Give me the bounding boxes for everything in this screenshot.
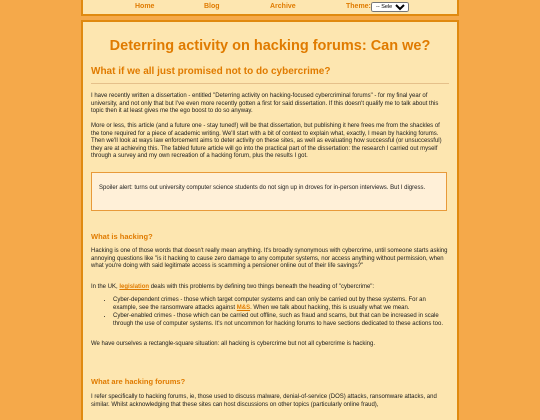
paragraph-forums-intro: I refer specifically to hacking forums, ie, those used to discuss malware, denial-of-service (DOS) attacks, ransomware attacks, and similar. Whilst acknowledging that these sites can host discussions on other topics (particularly online fraud),: [91, 394, 437, 408]
cybercrime-types-list: [91, 297, 449, 329]
spoiler-text: Spoiler alert: turns out university computer science students do not sign up in droves for in-person interviews. But I digress.: [99, 185, 426, 191]
paragraph-intro: I have recently written a dissertation - entitled "Deterring activity on hacking-focused cybercriminal forums" - for my final year of university, and not only that but I've even more recently gotten a first for said dissertation. If this doesn't qualify me to talk about this topic then it at least gives me the ego boost to do so anyway.: [91, 93, 439, 114]
cyber-dependent-text-before: Cyber-dependent crimes - those which target computer systems and can only be carried out by these systems. For an example, see the ransomware attacks against: [113, 297, 426, 311]
top-nav: [81, 0, 459, 16]
page-subtitle: What if we all just promised not to do cybercrime?: [91, 66, 331, 77]
legislation-text-before: In the UK,: [91, 284, 120, 290]
legislation-text-after: deals with this problems by defining two things beneath the heading of "cybercrime":: [149, 284, 375, 290]
paragraph-hacking-definition: Hacking is one of those words that doesn't really mean anything. It's broadly synonymous with cybercrime, until someone starts asking annoying questions like "is it hacking to cause zero damage to any computer systems, nor access anything without permission, when what you're doing with said legitimate access is scamming a pensioner online out of their life savings?": [91, 248, 448, 269]
nav-blog-link[interactable]: Blog: [204, 3, 220, 10]
nav-home-link[interactable]: Home: [135, 3, 155, 10]
spoiler-callout: [91, 172, 447, 211]
heading-what-is-hacking: What is hacking?: [91, 232, 153, 241]
cyber-dependent-text-after: . When we talk about hacking, this is usually what we mean.: [250, 304, 410, 311]
paragraph-legislation: [91, 284, 449, 292]
article-container: [81, 20, 459, 420]
legislation-link[interactable]: legislation: [119, 284, 150, 290]
theme-label: Theme:: [346, 3, 371, 10]
theme-select[interactable]: [371, 2, 409, 12]
page-title: Deterring activity on hacking forums: Can we?: [109, 38, 431, 54]
paragraph-rectangle-square: We have ourselves a rectangle-square situation: all hacking is cybercrime but not all cybercrime is hacking.: [91, 341, 376, 347]
list-item-cyber-dependent: [113, 297, 449, 312]
ms-link[interactable]: M&S: [236, 304, 251, 311]
heading-hacking-forums: What are hacking forums?: [91, 377, 186, 386]
subtitle-divider: [91, 83, 449, 84]
nav-archive-link[interactable]: Archive: [270, 3, 296, 10]
list-item-cyber-enabled: • Cyber-enabled crimes - those which can be carried out offline, such as fraud and scams, but that can be increased in scale through the use of computer systems. It's not uncommon for hacking forums to have sections dedicated to these actions too.: [113, 313, 449, 328]
paragraph-context: More or less, this article (and a future one - stay tuned!) will be that dissertation, but publishing it here frees me from the shackles of the tone required for a piece of academic writing. We'll start with a bit of context to explain what, exactly, I mean by hacking forums. Then we'll look at ways law enforcement aims to deter activity on these sites, as well as evaluating how successful (or unsuccessful) they are at achieving this. The fabled future article will go into the practical part of the dissertation: the research I carried out myself through a survey and my own recreation of a hacking forum, plus the results I got.: [91, 123, 442, 159]
